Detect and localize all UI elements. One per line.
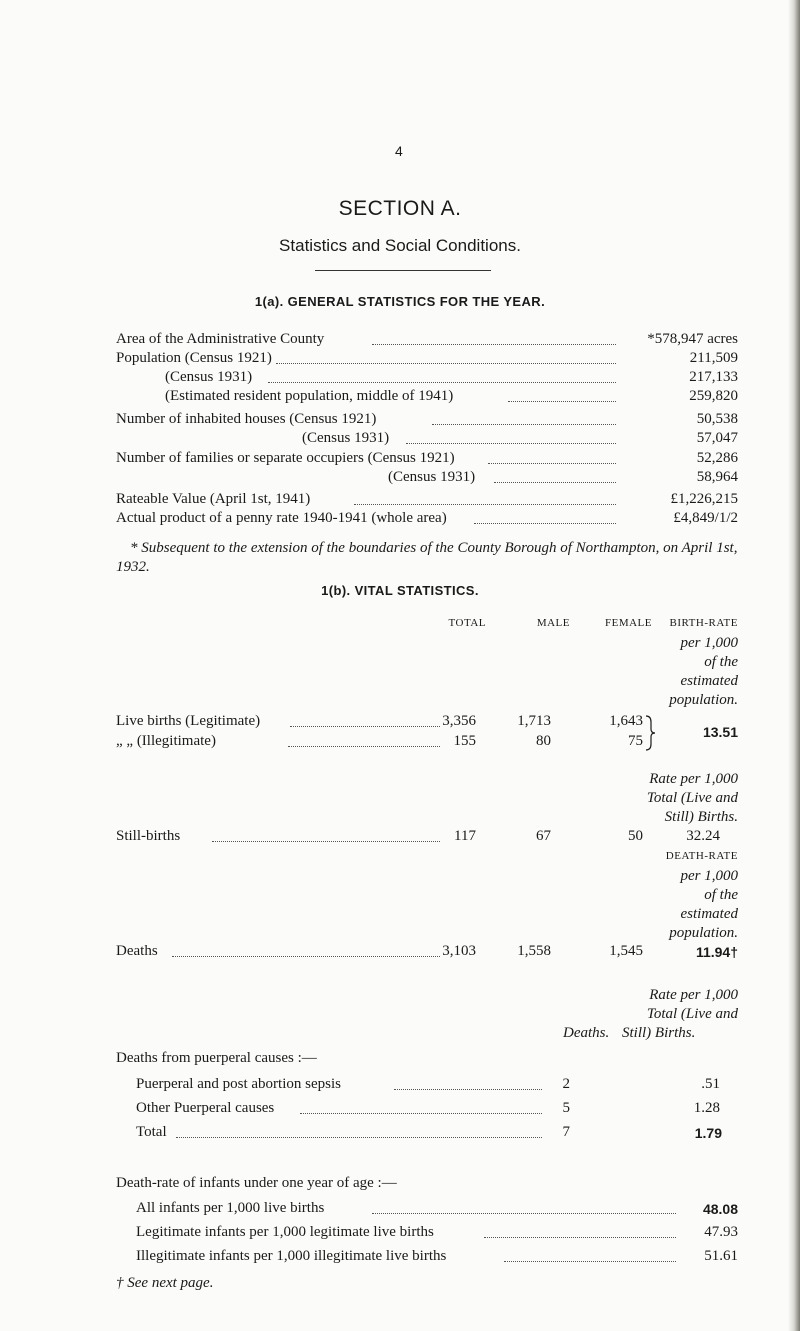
column-header-total: TOTAL xyxy=(448,617,486,629)
puerperal-row-rate: 1.28 xyxy=(693,1100,720,1116)
general-row-value: £4,849/1/2 xyxy=(673,510,738,526)
puerperal-total-rate: 1.79 xyxy=(694,1125,722,1141)
deaths-total: 3,103 xyxy=(442,943,476,959)
live-births-illegitimate-male: 80 xyxy=(536,733,551,749)
general-row-label: (Census 1931) xyxy=(165,369,253,385)
general-row-label: Number of inhabited houses (Census 1921) xyxy=(116,411,377,427)
birth-rate-value: 13.51 xyxy=(702,724,738,740)
death-rate-value: 11.94† xyxy=(695,944,738,960)
general-row-label: (Census 1931) xyxy=(302,430,390,446)
puerperal-rate-note: Total (Live and xyxy=(646,1006,738,1022)
infant-row-value: 47.93 xyxy=(704,1224,738,1240)
general-row-value: £1,226,215 xyxy=(670,491,738,507)
birth-rate-note: population. xyxy=(669,692,738,708)
live-births-illegitimate-female: 75 xyxy=(628,733,643,749)
leader-dots xyxy=(474,523,616,524)
leader-dots xyxy=(484,1237,676,1238)
page-number: 4 xyxy=(395,143,403,159)
live-births-total: 3,356 xyxy=(442,713,476,729)
section-title: SECTION A. xyxy=(338,197,462,220)
birth-rate-note: per 1,000 xyxy=(680,635,738,651)
general-heading: 1(a). GENERAL STATISTICS FOR THE YEAR. xyxy=(254,294,546,309)
general-row-value: 57,047 xyxy=(696,430,738,446)
puerperal-rate-note: Rate per 1,000 xyxy=(649,987,738,1003)
stillbirths-total: 117 xyxy=(454,828,476,844)
deaths-male: 1,558 xyxy=(517,943,551,959)
leader-dots xyxy=(394,1089,542,1090)
general-row-value: 58,964 xyxy=(696,469,738,485)
deaths-female: 1,545 xyxy=(609,943,643,959)
puerperal-rate-note: Still) Births. xyxy=(622,1025,696,1041)
leader-dots xyxy=(354,504,616,505)
puerperal-total-label: Total xyxy=(136,1124,167,1140)
death-rate-note: of the xyxy=(704,887,738,903)
leader-dots xyxy=(276,363,616,364)
infant-row-value: 48.08 xyxy=(702,1201,738,1217)
puerperal-row-rate: .51 xyxy=(701,1076,720,1092)
live-births-male: 1,713 xyxy=(517,713,551,729)
general-row-value: *578,947 acres xyxy=(647,331,738,347)
leader-dots xyxy=(176,1137,542,1138)
column-header-female: FEMALE xyxy=(605,617,652,629)
column-header-male: MALE xyxy=(536,617,570,629)
puerperal-row-label: Other Puerperal causes xyxy=(136,1100,275,1116)
general-row-label: Rateable Value (April 1st, 1941) xyxy=(116,491,311,507)
stillbirth-rate-note: Rate per 1,000 xyxy=(649,771,738,787)
general-row-value: 52,286 xyxy=(696,450,738,466)
death-rate-header: DEATH-RATE xyxy=(665,850,738,862)
stillbirth-rate-value: 32.24 xyxy=(686,828,720,844)
infant-row-value: 51.61 xyxy=(704,1248,738,1264)
death-rate-note: per 1,000 xyxy=(680,868,738,884)
general-row-label: Number of families or separate occupiers (Census 1921) xyxy=(116,450,455,466)
puerperal-total-deaths: 7 xyxy=(562,1124,570,1140)
leader-dots xyxy=(372,344,616,345)
puerperal-heading: Deaths from puerperal causes :— xyxy=(116,1050,317,1066)
puerperal-row-label: Puerperal and post abortion sepsis xyxy=(136,1076,341,1092)
leader-dots xyxy=(488,463,616,464)
general-row-label: Area of the Administrative County xyxy=(116,331,325,347)
infant-row-label: Legitimate infants per 1,000 legitimate live births xyxy=(136,1224,434,1240)
general-row-value: 211,509 xyxy=(689,350,738,366)
general-row-label: (Estimated resident population, middle of 1941) xyxy=(165,388,454,404)
general-footnote: * Subsequent to the extension of the boundaries of the County Borough of Northampton, on April 1st, 1932. xyxy=(116,540,738,575)
infant-row-label: Illegitimate infants per 1,000 illegitimate live births xyxy=(136,1248,447,1264)
leader-dots xyxy=(406,443,616,444)
deaths-label: Deaths xyxy=(116,943,158,959)
vital-heading: 1(b). VITAL STATISTICS. xyxy=(321,583,479,598)
live-births-female: 1,643 xyxy=(609,713,643,729)
stillbirths-female: 50 xyxy=(628,828,643,844)
death-rate-note: estimated xyxy=(680,906,738,922)
infant-heading: Death-rate of infants under one year of age :— xyxy=(116,1175,397,1191)
stillbirths-label: Still-births xyxy=(116,828,181,844)
birth-rate-note: of the xyxy=(704,654,738,670)
live-births-label: Live births (Legitimate) xyxy=(116,713,261,729)
infant-row-label: All infants per 1,000 live births xyxy=(136,1200,325,1216)
live-births-illegitimate-total: 155 xyxy=(453,733,476,749)
puerperal-row-deaths: 2 xyxy=(562,1076,570,1092)
leader-dots xyxy=(432,424,616,425)
general-row-label: Population (Census 1921) xyxy=(116,350,272,366)
death-rate-note: population. xyxy=(669,925,738,941)
leader-dots xyxy=(300,1113,542,1114)
leader-dots xyxy=(494,482,616,483)
stillbirth-rate-note: Total (Live and xyxy=(646,790,738,806)
leader-dots xyxy=(268,382,616,383)
puerperal-row-deaths: 5 xyxy=(562,1100,570,1116)
footnote-see-next-page: † See next page. xyxy=(116,1275,214,1291)
leader-dots xyxy=(372,1213,676,1214)
general-row-value: 217,133 xyxy=(689,369,738,385)
birth-rate-note: estimated xyxy=(680,673,738,689)
general-row-value: 50,538 xyxy=(696,411,738,427)
general-row-label: Actual product of a penny rate 1940-1941 (whole area) xyxy=(116,510,447,526)
column-header-birth-rate: BIRTH-RATE xyxy=(669,617,738,629)
stillbirths-male: 67 xyxy=(536,828,551,844)
stillbirth-rate-note: Still) Births. xyxy=(664,809,738,825)
general-row-label: (Census 1931) xyxy=(388,469,476,485)
puerperal-deaths-header: Deaths. xyxy=(563,1025,610,1041)
section-divider xyxy=(315,270,491,271)
general-row-value: 259,820 xyxy=(689,388,738,404)
live-births-illegitimate-label: „ „ (Illegitimate) xyxy=(116,733,216,749)
section-subtitle: Statistics and Social Conditions. xyxy=(279,236,521,255)
